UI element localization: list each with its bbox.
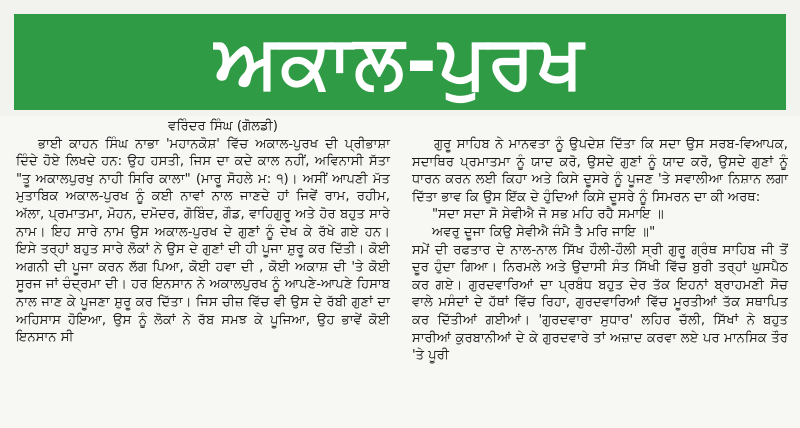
article-column-left	[16, 118, 390, 347]
page-title: ਅਕਾਲ-ਪੁਰਖ	[214, 19, 586, 105]
article-paragraph: ਸਮੇਂ ਦੀ ਰਫਤਾਰ ਦੇ ਨਾਲ-ਨਾਲ ਸਿੱਖ ਹੌਲੀ-ਹੌਲੀ ਸ੍ਰੀ ਗੁਰੂ ਗ੍ਰੰਥ ਸਾਹਿਬ ਜੀ ਤੋਂ ਦੂਰ ਹੁੰਦਾ ਗਿਆ। ਨਿਰਮਲੇ ਅਤੇ ਉਦਾਸੀ ਸੰਤ ਸਿੱਖੀ ਵਿੱਚ ਬੁਰੀ ਤਰ੍ਹਾਂ ਘੁਸਪੈਠ ਕਰ ਗਏ। ਗੁਰਦਵਾਰਿਆਂ ਦਾ ਪ੍ਰਬੰਧ ਬਹੁਤ ਦੇਰ ਤੱਕ ਇਹਨਾਂ ਬ੍ਰਾਹਮਣੀ ਸੋਚ ਵਾਲੇ ਮਸੰਦਾਂ ਦੇ ਹੱਥਾਂ ਵਿੱਚ ਰਿਹਾ, ਗੁਰਦਵਾਰਿਆਂ ਵਿੱਚ ਮੂਰਤੀਆਂ ਤੱਕ ਸਥਾਪਿਤ ਕਰ ਦਿੱਤੀਆਂ ਗਈਆਂ। 'ਗੁਰਦਵਾਰਾ ਸੁਧਾਰ' ਲਹਿਰ ਚੱਲੀ, ਸਿੱਖਾਂ ਨੇ ਬਹੁਤ ਸਾਰੀਆਂ ਕੁਰਬਾਨੀਆਂ ਦੇ ਕੇ ਗੁਰਦਵਾਰੇ ਤਾਂ ਅਜ਼ਾਦ ਕਰਵਾ ਲਏ ਪਰ ਮਾਨਸਿਕ ਤੌਰ 'ਤੇ ਪੂਰੀ	[412, 242, 788, 364]
header-banner	[0, 0, 800, 116]
article-paragraph: ਗੁਰੂ ਸਾਹਿਬ ਨੇ ਮਾਨਵਤਾ ਨੂੰ ਉਪਦੇਸ਼ ਦਿੱਤਾ ਕਿ ਸਦਾ ਉਸ ਸਰਬ-ਵਿਆਪਕ, ਸਦਾਥਿਰ ਪ੍ਰਮਾਤਮਾ ਨੂੰ ਯਾਦ ਕਰੋ, ਉਸਦੇ ਗੁਣਾਂ ਨੂੰ ਯਾਦ ਕਰੋ, ਉਸਦੇ ਗੁਣਾਂ ਨੂੰ ਧਾਰਨ ਕਰਨ ਲਈ ਕਿਹਾ ਅਤੇ ਕਿਸੇ ਦੂਸਰੇ ਨੂੰ ਪੂਜਣ 'ਤੇ ਸਵਾਲੀਆ ਨਿਸ਼ਾਨ ਲਗਾ ਦਿੱਤਾ ਭਾਵ ਕਿ ਉਸ ਇੱਕ ਦੇ ਹੁੰਦਿਆਂ ਕਿਸੇ ਦੂਸਰੇ ਨੂੰ ਸਿਮਰਨ ਦਾ ਕੀ ਅਰਥ:	[412, 137, 788, 205]
gurbani-quote-line: ਅਵਰੁ ਦੂਜਾ ਕਿਉ ਸੇਵੀਐ ਜੰਮੈ ਤੈ ਮਰਿ ਜਾਇ ॥"	[432, 224, 656, 240]
gurbani-quote-line: "ਸਦਾ ਸਦਾ ਸੋ ਸੇਵੀਐ ਜੋ ਸਭ ਮਹਿ ਰਹੈ ਸਮਾਇ ॥	[432, 207, 664, 223]
article-paragraph: ਭਾਈ ਕਾਹਨ ਸਿੰਘ ਨਾਭਾ 'ਮਹਾਨਕੋਸ਼' ਵਿੱਚ ਅਕਾਲ-ਪੁਰਖ ਦੀ ਪ੍ਰੀਭਾਸ਼ਾ ਦਿੰਦੇ ਹੋਏ ਲਿਖਦੇ ਹਨ: ਉਹ ਹਸਤੀ, ਜਿਸ ਦਾ ਕਦੇ ਕਾਲ ਨਹੀਂ, ਅਵਿਨਾਸੀ ਸੱਤਾ "ਤੂ ਅਕਾਲਪੁਰਖੁ ਨਾਹੀ ਸਿਰਿ ਕਾਲਾ" (ਮਾਰੂ ਸੋਹਲੇ ਮ: ੧)। ਅਸੀਂ ਆਪਣੀ ਮੱਤ ਮੁਤਾਬਿਕ ਅਕਾਲ-ਪੁਰਖ ਨੂੰ ਕਈ ਨਾਵਾਂ ਨਾਲ ਜਾਣਦੇ ਹਾਂ ਜਿਵੇਂ ਰਾਮ, ਰਹੀਮ, ਅੱਲਾ, ਪ੍ਰਮਾਤਮਾ, ਮੋਹਨ, ਦਮੋਦਰ, ਗੋਬਿੰਦ, ਗੌਡ, ਵਾਹਿਗੁਰੂ ਅਤੇ ਹੋਰ ਬਹੁਤ ਸਾਰੇ ਨਾਮ। ਇਹ ਸਾਰੇ ਨਾਮ ਉਸ ਅਕਾਲ-ਪੁਰਖ ਦੇ ਗੁਣਾਂ ਨੂੰ ਦੇਖ ਕੇ ਰੱਖੇ ਗਏ ਹਨ। ਇਸੇ ਤਰ੍ਹਾਂ ਬਹੁਤ ਸਾਰੇ ਲੋਕਾਂ ਨੇ ਉਸ ਦੇ ਗੁਣਾਂ ਦੀ ਹੀ ਪੂਜਾ ਸ਼ੁਰੂ ਕਰ ਦਿੱਤੀ। ਕੋਈ ਅਗਨੀ ਦੀ ਪੂਜਾ ਕਰਨ ਲੱਗ ਪਿਆ, ਕੋਈ ਹਵਾ ਦੀ , ਕੋਈ ਅਕਾਸ਼ ਦੀ 'ਤੇ ਕੋਈ ਸੂਰਜ ਜਾਂ ਚੰਦ੍ਰਮਾ ਦੀ। ਹਰ ਇਨਸਾਨ ਨੇ ਅਕਾਲਪੁਰਖ ਨੂੰ ਆਪਣੇ-ਆਪਣੇ ਹਿਸਾਬ ਨਾਲ ਜਾਣ ਕੇ ਪੂਜਣਾ ਸ਼ੁਰੂ ਕਰ ਦਿੱਤਾ। ਜਿਸ ਚੀਜ਼ ਵਿੱਚ ਵੀ ਉਸ ਦੇ ਰੱਬੀ ਗੁਣਾਂ ਦਾ ਅਹਿਸਾਸ ਹੋਇਆ, ਉਸ ਨੂੰ ਲੋਕਾਂ ਨੇ ਰੱਬ ਸਮਝ ਕੇ ਪੂਜਿਆ, ਉਹ ਭਾਵੇਂ ਕੋਈ ਇਨਸਾਨ ਸੀ	[16, 136, 390, 346]
title-block	[14, 14, 786, 110]
article-column-right	[412, 136, 788, 365]
author-byline: ਵਰਿੰਦਰ ਸਿੰਘ (ਗੋਲਡੀ)	[168, 119, 278, 134]
